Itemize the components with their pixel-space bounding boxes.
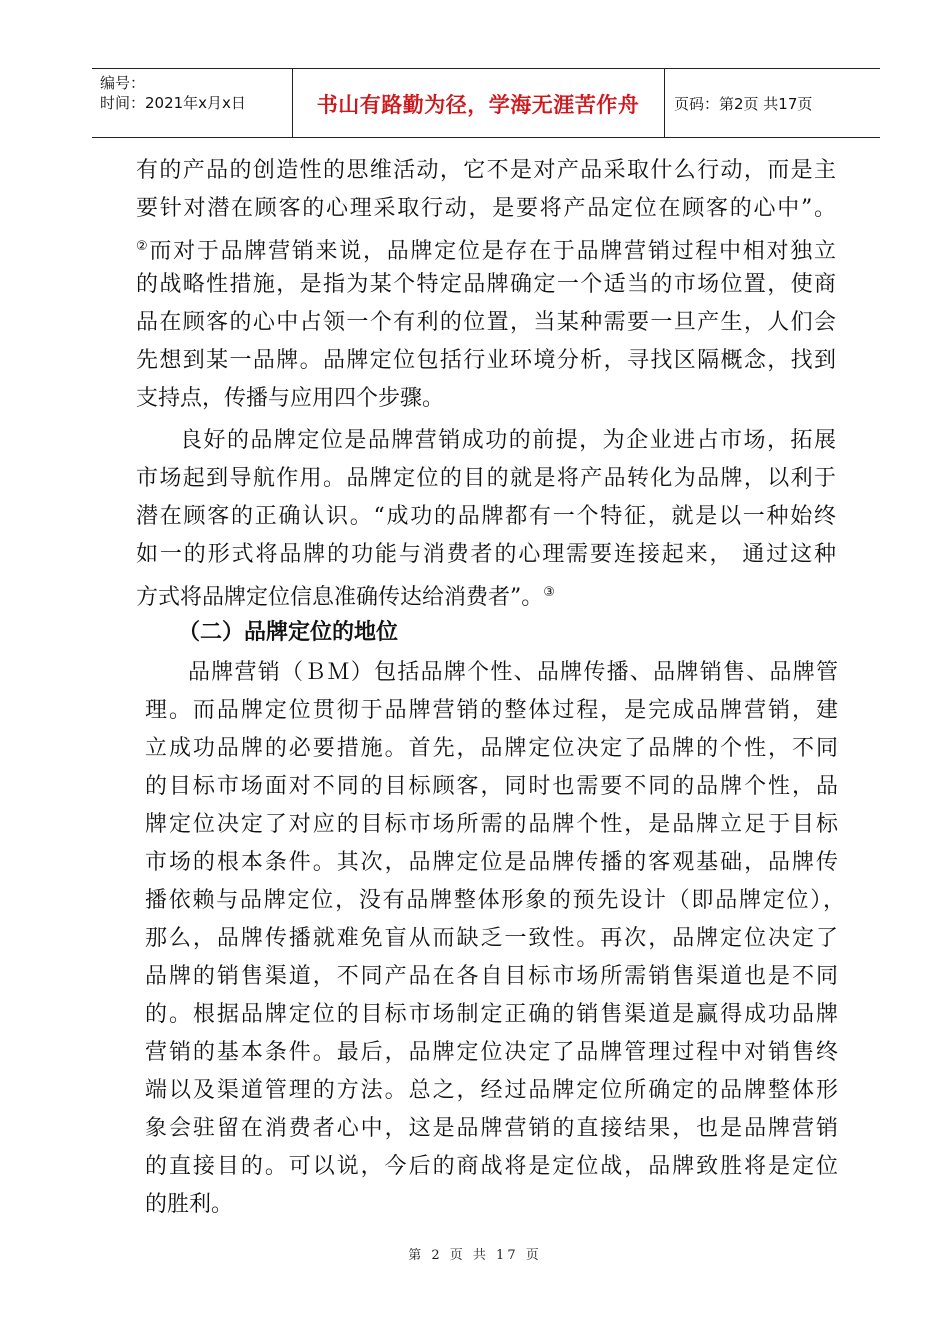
body-line: 方式将品牌定位信息准确传达给消费者”。③ (136, 585, 555, 610)
body-line: 的目标市场面对不同的目标顾客，同时也需要不同的品牌个性，品 (145, 774, 838, 799)
body-line: 营销的基本条件。最后，品牌定位决定了品牌管理过程中对销售终 (145, 1040, 838, 1065)
body-line: 有的产品的创造性的思维活动，它不是对产品采取什么行动，而是主 (136, 158, 836, 183)
page-footer-number: 第 2 页 共 17 页 (408, 1248, 542, 1263)
body-line: 潜在顾客的正确认识。“成功的品牌都有一个特征，就是以一种始终 (136, 504, 836, 529)
body-line: 市场起到导航作用。品牌定位的目的就是将产品转化为品牌，以利于 (136, 466, 836, 491)
body-line: 市场的根本条件。其次，品牌定位是品牌传播的客观基础，品牌传 (145, 850, 838, 875)
body-line: 支持点，传播与应用四个步骤。 (136, 386, 445, 411)
body-line: 良好的品牌定位是品牌营销成功的前提，为企业进占市场，拓展 (180, 428, 836, 453)
body-line: 立成功品牌的必要措施。首先，品牌定位决定了品牌的个性，不同 (145, 736, 838, 761)
body-line: 播依赖与品牌定位，没有品牌整体形象的预先设计（即品牌定位）， (145, 888, 845, 913)
body-line: 象会驻留在消费者心中，这是品牌营销的直接结果，也是品牌营销 (145, 1116, 838, 1141)
header-page-info: 页码：第2页 共17页 (674, 95, 813, 113)
body-line: 端以及渠道管理的方法。总之，经过品牌定位所确定的品牌整体形 (145, 1078, 838, 1103)
section-heading: （二）品牌定位的地位 (178, 620, 399, 645)
footnote-marker: ③ (543, 585, 555, 600)
body-line: 的。根据品牌定位的目标市场制定正确的销售渠道是赢得成功品牌 (145, 1002, 838, 1027)
body-line: 的胜利。 (145, 1192, 234, 1217)
body-line: 的战略性措施，是指为某个特定品牌确定一个适当的市场位置，使商 (136, 272, 836, 297)
body-line: 品牌的销售渠道，不同产品在各自目标市场所需销售渠道也是不同 (145, 964, 838, 989)
footnote-marker: ② (136, 239, 150, 254)
time-label: 时间：2021年x月x日 (100, 94, 246, 112)
body-line: 先想到某一品牌。品牌定位包括行业环境分析，寻找区隔概念，找到 (136, 348, 836, 373)
body-line: 那么，品牌传播就难免盲从而缺乏一致性。再次，品牌定位决定了 (145, 926, 838, 951)
body-line: 牌定位决定了对应的目标市场所需的品牌个性，是品牌立足于目标 (145, 812, 838, 837)
body-line: 如一的形式将品牌的功能与消费者的心理需要连接起来， 通过这种 (136, 542, 836, 567)
number-label: 编号： (100, 74, 146, 92)
body-line: 理。而品牌定位贯彻于品牌营销的整体过程，是完成品牌营销，建 (145, 698, 838, 723)
body-line: 品牌营销（ＢＭ）包括品牌个性、品牌传播、品牌销售、品牌管 (188, 660, 838, 685)
body-line: 要针对潜在顾客的心理采取行动，是要将产品定位在顾客的心中”。 (136, 196, 836, 221)
header-motto: 书山有路勤为径，学海无涯苦作舟 (316, 93, 640, 117)
body-line: ②而对于品牌营销来说，品牌定位是存在于品牌营销过程中相对独立 (136, 239, 836, 264)
body-line: 的直接目的。可以说，今后的商战将是定位战，品牌致胜将是定位 (145, 1154, 838, 1179)
body-line: 品在顾客的心中占领一个有利的位置，当某种需要一旦产生，人们会 (136, 310, 836, 335)
